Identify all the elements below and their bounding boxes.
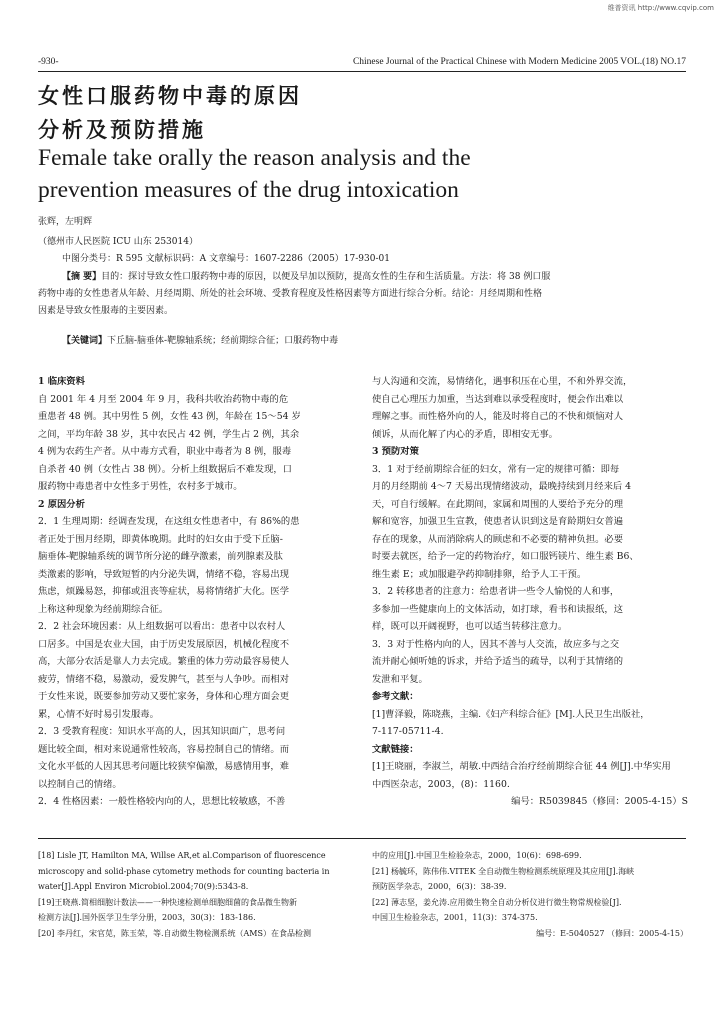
body-line: 多参加一些健康向上的文体活动，如打球，看书和读报纸，这 bbox=[372, 603, 624, 615]
body-line: 存在的现象，从而消除病人的顾虑和不必要的精神负担。必要 bbox=[372, 533, 624, 545]
references-right bbox=[372, 848, 688, 941]
body-line: 自 2001 年 4 月至 2004 年 9 月，我科共收治药物中毒的危 bbox=[38, 393, 289, 405]
keywords bbox=[62, 334, 338, 348]
section-heading: 2 原因分析 bbox=[38, 498, 85, 510]
article-number: 编号：E-5040527 （修回：2005-4-15） bbox=[536, 928, 688, 938]
body-line: 以控制自己的情绪。 bbox=[38, 778, 122, 790]
section-heading: 参考文献： bbox=[372, 691, 419, 702]
body-line: 口居多。中国是农业大国，由于历史发展原因，机械化程度不 bbox=[38, 638, 290, 650]
body-line: 2．4 性格因素：一般性格较内向的人，思想比较敏感，不善 bbox=[38, 796, 286, 807]
reference-line: microscopy and solid-phase cytometry methods for counting bacteria in bbox=[38, 866, 330, 876]
reference-line: 检测方法[J].国外医学卫生学分册，2003，30(3)：183-186. bbox=[38, 913, 256, 922]
body-line: 3．2 转移患者的注意力：给患者讲一些令人愉悦的人和事， bbox=[372, 586, 620, 597]
body-line: 发泄和平复。 bbox=[372, 673, 428, 685]
page-number: -930- bbox=[38, 57, 59, 67]
section-heading: 1 临床资料 bbox=[38, 376, 85, 387]
body-line: 疲劳，情绪不稳，易激动，爱发脾气，甚至与人争吵。而相对 bbox=[38, 673, 290, 685]
body-line: 月的月经期前 4～7 天易出现情绪波动，最晚持续到月经来后 4 bbox=[372, 481, 632, 492]
running-header bbox=[38, 57, 686, 67]
english-title-line-1: Female take orally the reason analysis and the bbox=[38, 145, 471, 171]
body-line: 解和宽容，加强卫生宣教，使患者认识到这是育龄期妇女普遍 bbox=[372, 516, 624, 527]
body-line: 脑垂体-靶腺轴系统的调节所分泌的雌孕激素，前列腺素及肽 bbox=[38, 551, 283, 562]
footnote-divider bbox=[38, 838, 686, 839]
body-line: 7-117-05711-4. bbox=[372, 726, 444, 737]
body-line: 样，既可以开阔视野，也可以适当转移注意力。 bbox=[372, 621, 568, 632]
body-line: 4 例为农药生产者。从中毒方式看，职业中毒者为 8 例，服毒 bbox=[38, 446, 292, 457]
reference-line: 中的应用[J].中国卫生检验杂志，2000，10(6)：698-699. bbox=[372, 851, 582, 860]
body-line: 服药物中毒患者中女性多于男性，农村多于城市。 bbox=[38, 481, 243, 492]
references-left bbox=[38, 848, 354, 941]
body-line: 2．3 受教育程度：知识水平高的人，因其知识面广，思考问 bbox=[38, 726, 286, 737]
body-line: 累，心情不好时易引发服毒。 bbox=[38, 708, 159, 720]
body-line: 题比较全面，相对来说通常性较高，容易控制自己的情绪。而 bbox=[38, 743, 290, 755]
header-rule bbox=[38, 71, 686, 72]
body-line: 中西医杂志，2003，(8)：1160. bbox=[372, 778, 510, 790]
body-line: 时要去就医，给予一定的药物治疗，如口服钙镁片、维生素 B6、 bbox=[372, 551, 639, 562]
reference-line: [21] 杨毓环，陈伟伟.VITEK 全自动微生物检测系统原理及其应用[J].海峡 bbox=[372, 866, 635, 876]
body-line: 自杀者 40 例（女性占 38 例）。分析上组数据后不难发现，口 bbox=[38, 463, 292, 475]
affiliation: （德州市人民医院 ICU 山东 253014） bbox=[38, 237, 198, 247]
body-line: 编号：R5039845（修回：2005-4-15）S bbox=[511, 796, 688, 807]
chinese-title-line-2: 分析及预防措施 bbox=[38, 118, 206, 142]
reference-line: [22] 薄志坚，姜允涛.应用微生物全自动分析仪进行微生物常规检验[J]. bbox=[372, 897, 622, 907]
section-heading: 3 预防对策 bbox=[372, 446, 419, 457]
chinese-title-line-1: 女性口服药物中毒的原因 bbox=[38, 84, 302, 108]
classification-line: 中图分类号：R 595 文献标识码：A 文章编号：1607-2286（2005）17-930-01 bbox=[62, 254, 390, 264]
authors: 张辉，左明辉 bbox=[38, 217, 93, 227]
english-title-line-2: prevention measures of the drug intoxication bbox=[38, 177, 459, 203]
body-line: [1]曹泽毅，陈晓燕，主编.《妇产科综合征》[M].人民卫生出版社， bbox=[372, 708, 650, 720]
body-line: 重患者 48 例。其中男性 5 例，女性 43 例，年龄在 15～54 岁 bbox=[38, 411, 301, 422]
abstract bbox=[38, 269, 686, 320]
body-line: 者正处于围月经期，即黄体晚期。此时的妇女由于受下丘脑- bbox=[38, 533, 283, 545]
abstract-label: 【摘 要】 bbox=[62, 272, 102, 282]
body-line: 2．2 社会环境因素：从上组数据可以看出：患者中以农村人 bbox=[38, 621, 286, 632]
reference-line: 中国卫生检验杂志，2001，11(3)：374-375. bbox=[372, 913, 538, 922]
reference-line: 预防医学杂志，2000，6(3)：38-39. bbox=[372, 882, 507, 891]
watermark: 维普资讯 http://www.cqvip.com bbox=[607, 4, 714, 12]
body-line: 使自己心理压力加重，当达到难以承受程度时，便会作出难以 bbox=[372, 393, 624, 405]
keywords-text: 下丘脑-脑垂体-靶腺轴系统；经前期综合征；口服药物中毒 bbox=[107, 336, 339, 346]
body-line: 之间，平均年龄 38 岁，其中农民占 42 例，学生占 2 例，其余 bbox=[38, 428, 300, 440]
body-line: 于女性来说，既要参加劳动又要忙家务，身体和心理方面会更 bbox=[38, 691, 290, 702]
abstract-line-2: 药物中毒的女性患者从年龄、月经周期、所处的社会环境、受教育程度及性格因素等方面进行综合分析。结论：月经周期和性格 bbox=[38, 289, 543, 299]
reference-line: [20] 李丹红，宋官苋，陈玉荣，等.自动微生物检测系统（AMS）在食品检测 bbox=[38, 928, 311, 938]
body-line: 类激素的影响，导致短暂的内分泌失调，情绪不稳，容易出现 bbox=[38, 568, 290, 580]
journal-title: Chinese Journal of the Practical Chinese with Modern Medicine 2005 VOL.(18) NO.17 bbox=[352, 57, 686, 67]
abstract-line-1: 目的：探讨导致女性口服药物中毒的原因，以便及早加以预防，提高女性的生存和生活质量。方法：将 38 例口服 bbox=[101, 272, 551, 282]
body-line: [1]王晓丽，李淑兰，胡敏.中西结合治疗经前期综合征 44 例[J].中华实用 bbox=[372, 761, 671, 772]
body-line: 高，大部分农活是靠人力去完成。繁重的体力劳动最容易使人 bbox=[38, 656, 290, 667]
body-line: 维生素 E；或加服避孕药抑制排卵，给予人工干预。 bbox=[372, 568, 587, 580]
body-line: 与人沟通和交流，易情绪化，遇事积压在心里，不和外界交流， bbox=[372, 376, 633, 387]
body-line: 2．1 生理周期：经调查发现，在这组女性患者中，有 86%的患 bbox=[38, 516, 300, 527]
reference-line: [19]王晓燕.简相细胞计数法——一种快速检测单细胞细菌的食品微生物新 bbox=[38, 897, 297, 907]
body-line: 3．3 对于性格内向的人，因其不善与人交流，故应多与之交 bbox=[372, 638, 620, 650]
keywords-label: 【关键词】 bbox=[62, 336, 108, 346]
reference-line: water[J].Appl Environ Microbiol.2004;70(9):5343-8. bbox=[38, 882, 249, 891]
left-column bbox=[38, 373, 354, 811]
body-line: 3．1 对于经前期综合征的妇女，常有一定的规律可循：即每 bbox=[372, 463, 620, 475]
right-column bbox=[372, 373, 688, 811]
reference-line: [18] Lisle JT, Hamilton MA, Willse AR,et al.Comparison of fluorescence bbox=[38, 851, 326, 860]
body-line: 天，可自行缓解。在此期间，家属和周围的人要给予充分的理 bbox=[372, 498, 624, 510]
body-line: 焦虑，烦躁易怒，抑郁或沮丧等症状，易将情绪扩大化。医学 bbox=[38, 586, 290, 597]
body-line: 流并耐心倾听她的诉求，并给予适当的疏导，以利于其情绪的 bbox=[372, 656, 624, 667]
abstract-line-3: 因素是导致女性服毒的主要因素。 bbox=[38, 306, 174, 316]
body-line: 倾诉，从而化解了内心的矛盾，即相安无事。 bbox=[372, 428, 558, 440]
body-line: 上称这种现象为经前期综合征。 bbox=[38, 603, 169, 615]
section-heading: 文献链接： bbox=[372, 743, 419, 755]
body-line: 文化水平低的人因其思考问题比较狭窄偏激，易感情用事，难 bbox=[38, 761, 290, 772]
body-line: 理解之事。而性格外向的人，能及时将自己的不快和烦恼对人 bbox=[372, 411, 624, 422]
